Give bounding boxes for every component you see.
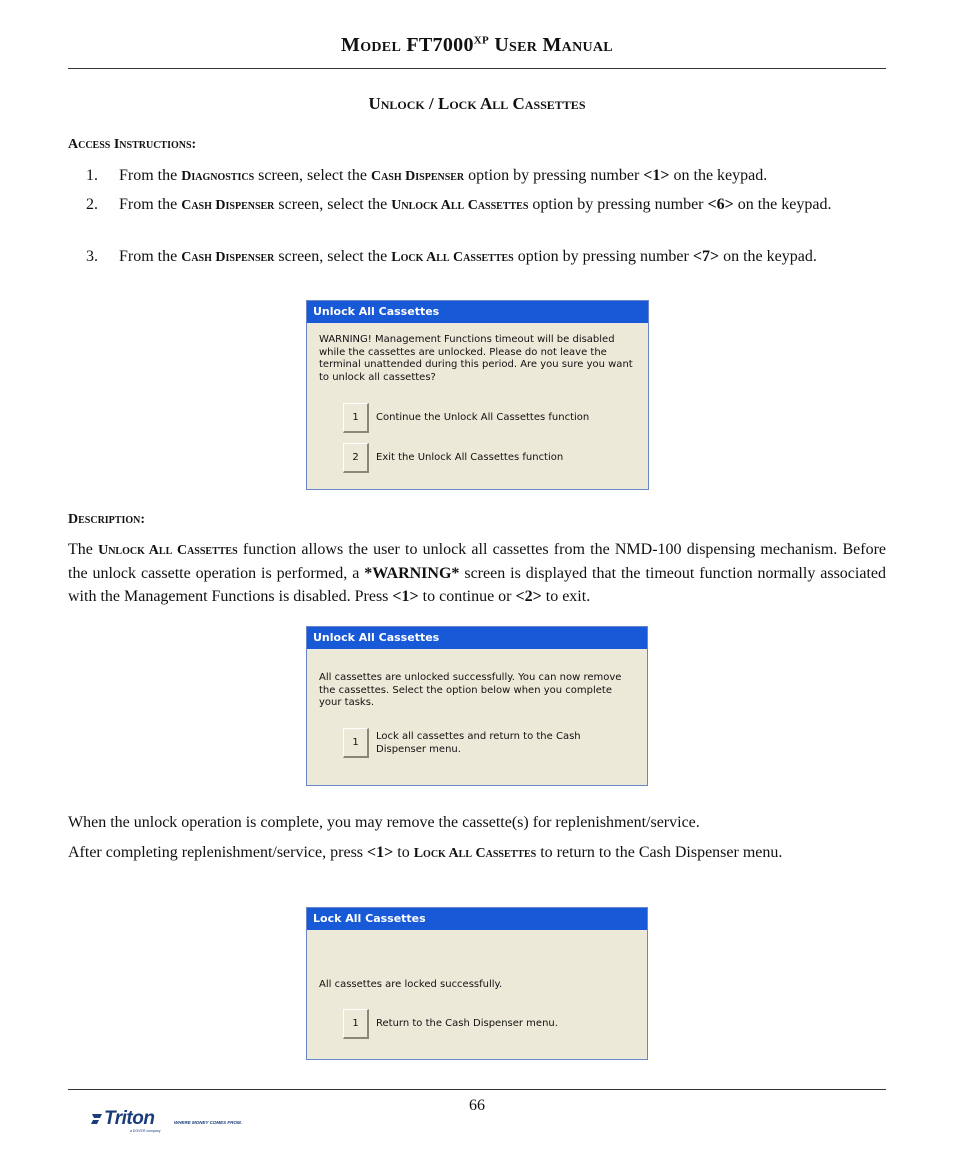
logo-wordmark: Triton	[104, 1108, 155, 1129]
screen-name-cash-dispenser: Cash Dispenser	[181, 250, 275, 265]
manual-header-title	[0, 34, 954, 57]
option-name-cash-dispenser: Cash Dispenser	[370, 169, 465, 184]
screen-name-cash-dispenser: Cash Dispenser	[181, 198, 275, 213]
header-title-pre: Model FT7000	[341, 34, 474, 56]
step-text: From the	[119, 248, 182, 265]
logo-subtext: a DOVER company	[130, 1129, 161, 1133]
key-number: <2>	[515, 588, 542, 605]
key-number: <1>	[392, 588, 419, 605]
step-3	[68, 245, 886, 269]
step-number: 3.	[86, 248, 98, 265]
para-text: to return to the Cash Dispenser menu.	[536, 844, 783, 861]
screen-name-diagnostics: Diagnostics	[181, 169, 255, 184]
step-1	[68, 164, 886, 188]
option-name-lock-all-cassettes: Lock All Cassettes	[391, 250, 514, 265]
desc-text: screen is displayed that the timeout function normally associated with the Management Functions is disabled. Press	[68, 565, 887, 605]
unlock-complete-paragraph: When the unlock operation is complete, you may remove the cassette(s) for replenishment/service.	[68, 814, 700, 831]
continue-option-label: Continue the Unlock All Cassettes function	[376, 412, 590, 423]
step-text: on the keypad.	[733, 196, 832, 213]
page-number: 66	[469, 1097, 485, 1114]
para-text: to	[393, 844, 414, 861]
function-name-lock-all-cassettes: Lock All Cassettes	[413, 846, 537, 861]
step-text: option by pressing number	[464, 167, 644, 184]
triton-mark-icon	[90, 1112, 104, 1128]
warning-message: WARNING! Management Functions timeout will be disabled while the cassettes are unlocked. Please do not leave the terminal unattended during this period. Are you sure you want to unlock all cassettes?	[319, 334, 633, 383]
step-text: screen, select the	[274, 248, 392, 265]
description-paragraph	[68, 538, 886, 608]
step-text: From the	[119, 167, 182, 184]
footer-rule	[68, 1089, 886, 1090]
description-heading: Description:	[68, 512, 146, 527]
key-number: <7>	[692, 248, 720, 265]
step-text: screen, select the	[274, 196, 392, 213]
desc-text: to continue or	[418, 588, 516, 605]
continue-key-button[interactable]: 1	[343, 403, 369, 433]
step-2	[68, 193, 886, 217]
header-title-sup: XP	[473, 34, 490, 47]
section-title: Unlock / Lock All Cassettes	[368, 94, 586, 113]
step-number: 2.	[86, 196, 98, 213]
step-text: on the keypad.	[719, 248, 817, 265]
step-text: option by pressing number	[528, 196, 708, 213]
desc-text: The	[68, 541, 99, 558]
step-text: screen, select the	[254, 167, 371, 184]
triton-logo	[90, 1108, 260, 1134]
desc-text: function allows the user to unlock all cassettes from the NMD-100 dispensing mechanism. Before the unlock cassette operation is performed, a	[68, 541, 887, 582]
after-replenishment-paragraph	[68, 841, 886, 865]
warning-word: *WARNING*	[364, 565, 460, 582]
logo-tagline: WHERE MONEY COMES FROM.	[174, 1120, 242, 1125]
unlock-warning-window	[306, 300, 649, 490]
locked-message: All cassettes are locked successfully.	[319, 979, 503, 990]
window-title-bar: Unlock All Cassettes	[307, 627, 647, 649]
key-number: <1>	[367, 844, 394, 861]
lock-return-key-button[interactable]: 1	[343, 728, 369, 758]
exit-option-label: Exit the Unlock All Cassettes function	[376, 452, 564, 463]
step-text: option by pressing number	[513, 248, 693, 265]
exit-key-button[interactable]: 2	[343, 443, 369, 473]
access-instructions-heading: Access Instructions:	[68, 137, 197, 152]
return-key-button[interactable]: 1	[343, 1009, 369, 1039]
window-title-bar: Lock All Cassettes	[307, 908, 647, 930]
step-text: on the keypad.	[669, 167, 768, 184]
lock-return-option-label: Lock all cassettes and return to the Cash Dispenser menu.	[376, 731, 581, 755]
header-title-post: User Manual	[489, 34, 613, 56]
function-name-unlock-all-cassettes: Unlock All Cassettes	[98, 543, 238, 558]
key-number: <6>	[707, 196, 734, 213]
window-title-bar: Unlock All Cassettes	[307, 301, 648, 323]
return-option-label: Return to the Cash Dispenser menu.	[376, 1018, 558, 1029]
para-text: After completing replenishment/service, press	[68, 844, 368, 861]
step-text: From the	[119, 196, 182, 213]
lock-success-window	[306, 907, 648, 1060]
desc-text: to exit.	[541, 588, 591, 605]
step-number: 1.	[86, 167, 98, 184]
option-name-unlock-all-cassettes: Unlock All Cassettes	[391, 198, 529, 213]
unlock-success-window	[306, 626, 648, 786]
success-message: All cassettes are unlocked successfully. You can now remove the cassettes. Select the option below when you complete your tasks.	[319, 672, 622, 709]
key-number: <1>	[643, 167, 670, 184]
header-rule	[68, 68, 886, 69]
